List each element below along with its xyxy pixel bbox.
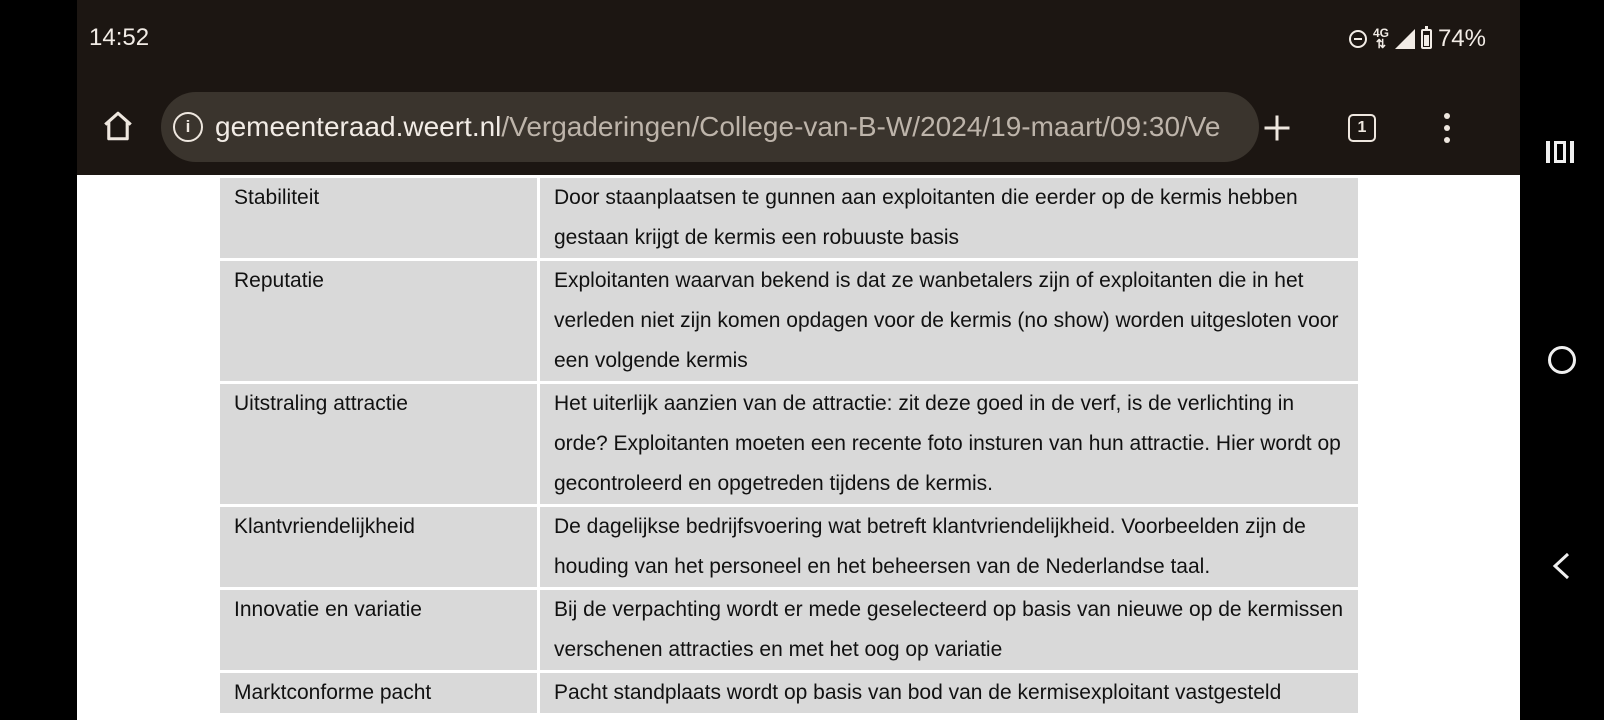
- table-row: [219, 506, 1360, 589]
- table-row: [219, 383, 1360, 506]
- description-cell: Exploitanten waarvan bekend is dat ze wanbetalers zijn of exploitanten die in het verleden niet zijn komen opdagen voor de kermis (no show) worden uitgesloten voor een volgende kermis: [539, 260, 1360, 383]
- more-vert-icon: [1444, 113, 1450, 143]
- tab-count-icon: 1: [1348, 114, 1376, 142]
- criterion-cell: Stabiliteit: [219, 177, 539, 260]
- criterion-cell: Marktconforme pacht: [219, 672, 539, 715]
- signal-icon: [1395, 29, 1415, 49]
- battery-icon: [1421, 29, 1432, 49]
- status-icons: [1349, 24, 1486, 54]
- description-cell: Bij de verpachting wordt er mede geselecteerd op basis van nieuwe op de kermissen verschenen attracties en met het oog op variatie: [539, 589, 1360, 672]
- plus-icon: [1262, 113, 1292, 143]
- tab-switcher-button[interactable]: [1338, 104, 1386, 152]
- back-chevron-icon: [1550, 551, 1574, 581]
- criterion-cell: Innovatie en variatie: [219, 589, 539, 672]
- menu-button[interactable]: [1423, 104, 1471, 152]
- home-button[interactable]: [94, 102, 142, 150]
- criterion-cell: Klantvriendelijkheid: [219, 506, 539, 589]
- new-tab-button[interactable]: [1253, 104, 1301, 152]
- home-nav-button[interactable]: [1548, 346, 1576, 374]
- table-row: [219, 672, 1360, 715]
- url-path: /Vergaderingen/College-van-B-W/2024/19-maart/09:30/Ve: [501, 111, 1221, 142]
- description-cell: Pacht standplaats wordt op basis van bod van de kermisexploitant vastgesteld: [539, 672, 1360, 715]
- description-cell: Het uiterlijk aanzien van de attractie: zit deze goed in de verf, is de verlichting in orde? Exploitanten moeten een recente foto insturen van hun attractie. Hier wordt op gecontroleerd en opgetreden tijdens de kermis.: [539, 383, 1360, 506]
- table-row: [219, 177, 1360, 260]
- description-cell: De dagelijkse bedrijfsvoering wat betreft klantvriendelijkheid. Voorbeelden zijn de houding van het personeel en het beheersen van de Nederlandse taal.: [539, 506, 1360, 589]
- browser-window: [77, 0, 1520, 720]
- network-type-label: 4G ⇅: [1372, 26, 1389, 51]
- table-row: [219, 589, 1360, 672]
- recents-button[interactable]: [1546, 138, 1580, 166]
- clock: 14:52: [89, 24, 150, 51]
- home-icon: [101, 109, 135, 143]
- site-info-icon[interactable]: i: [173, 112, 203, 142]
- status-bar: [77, 0, 1520, 78]
- battery-percentage: 74%: [1437, 25, 1486, 52]
- address-bar[interactable]: [161, 92, 1259, 162]
- navigation-bar: [1520, 0, 1604, 720]
- table-row: [219, 260, 1360, 383]
- criteria-table: [217, 175, 1361, 716]
- url-text[interactable]: [215, 111, 1221, 143]
- criterion-cell: Uitstraling attractie: [219, 383, 539, 506]
- do-not-disturb-icon: [1349, 30, 1367, 48]
- criterion-cell: Reputatie: [219, 260, 539, 383]
- description-cell: Door staanplaatsen te gunnen aan exploitanten die eerder op de kermis hebben gestaan krijgt de kermis een robuuste basis: [539, 177, 1360, 260]
- page-content[interactable]: [77, 175, 1520, 720]
- url-host: gemeenteraad.weert.nl: [215, 111, 502, 142]
- browser-toolbar: [77, 88, 1520, 168]
